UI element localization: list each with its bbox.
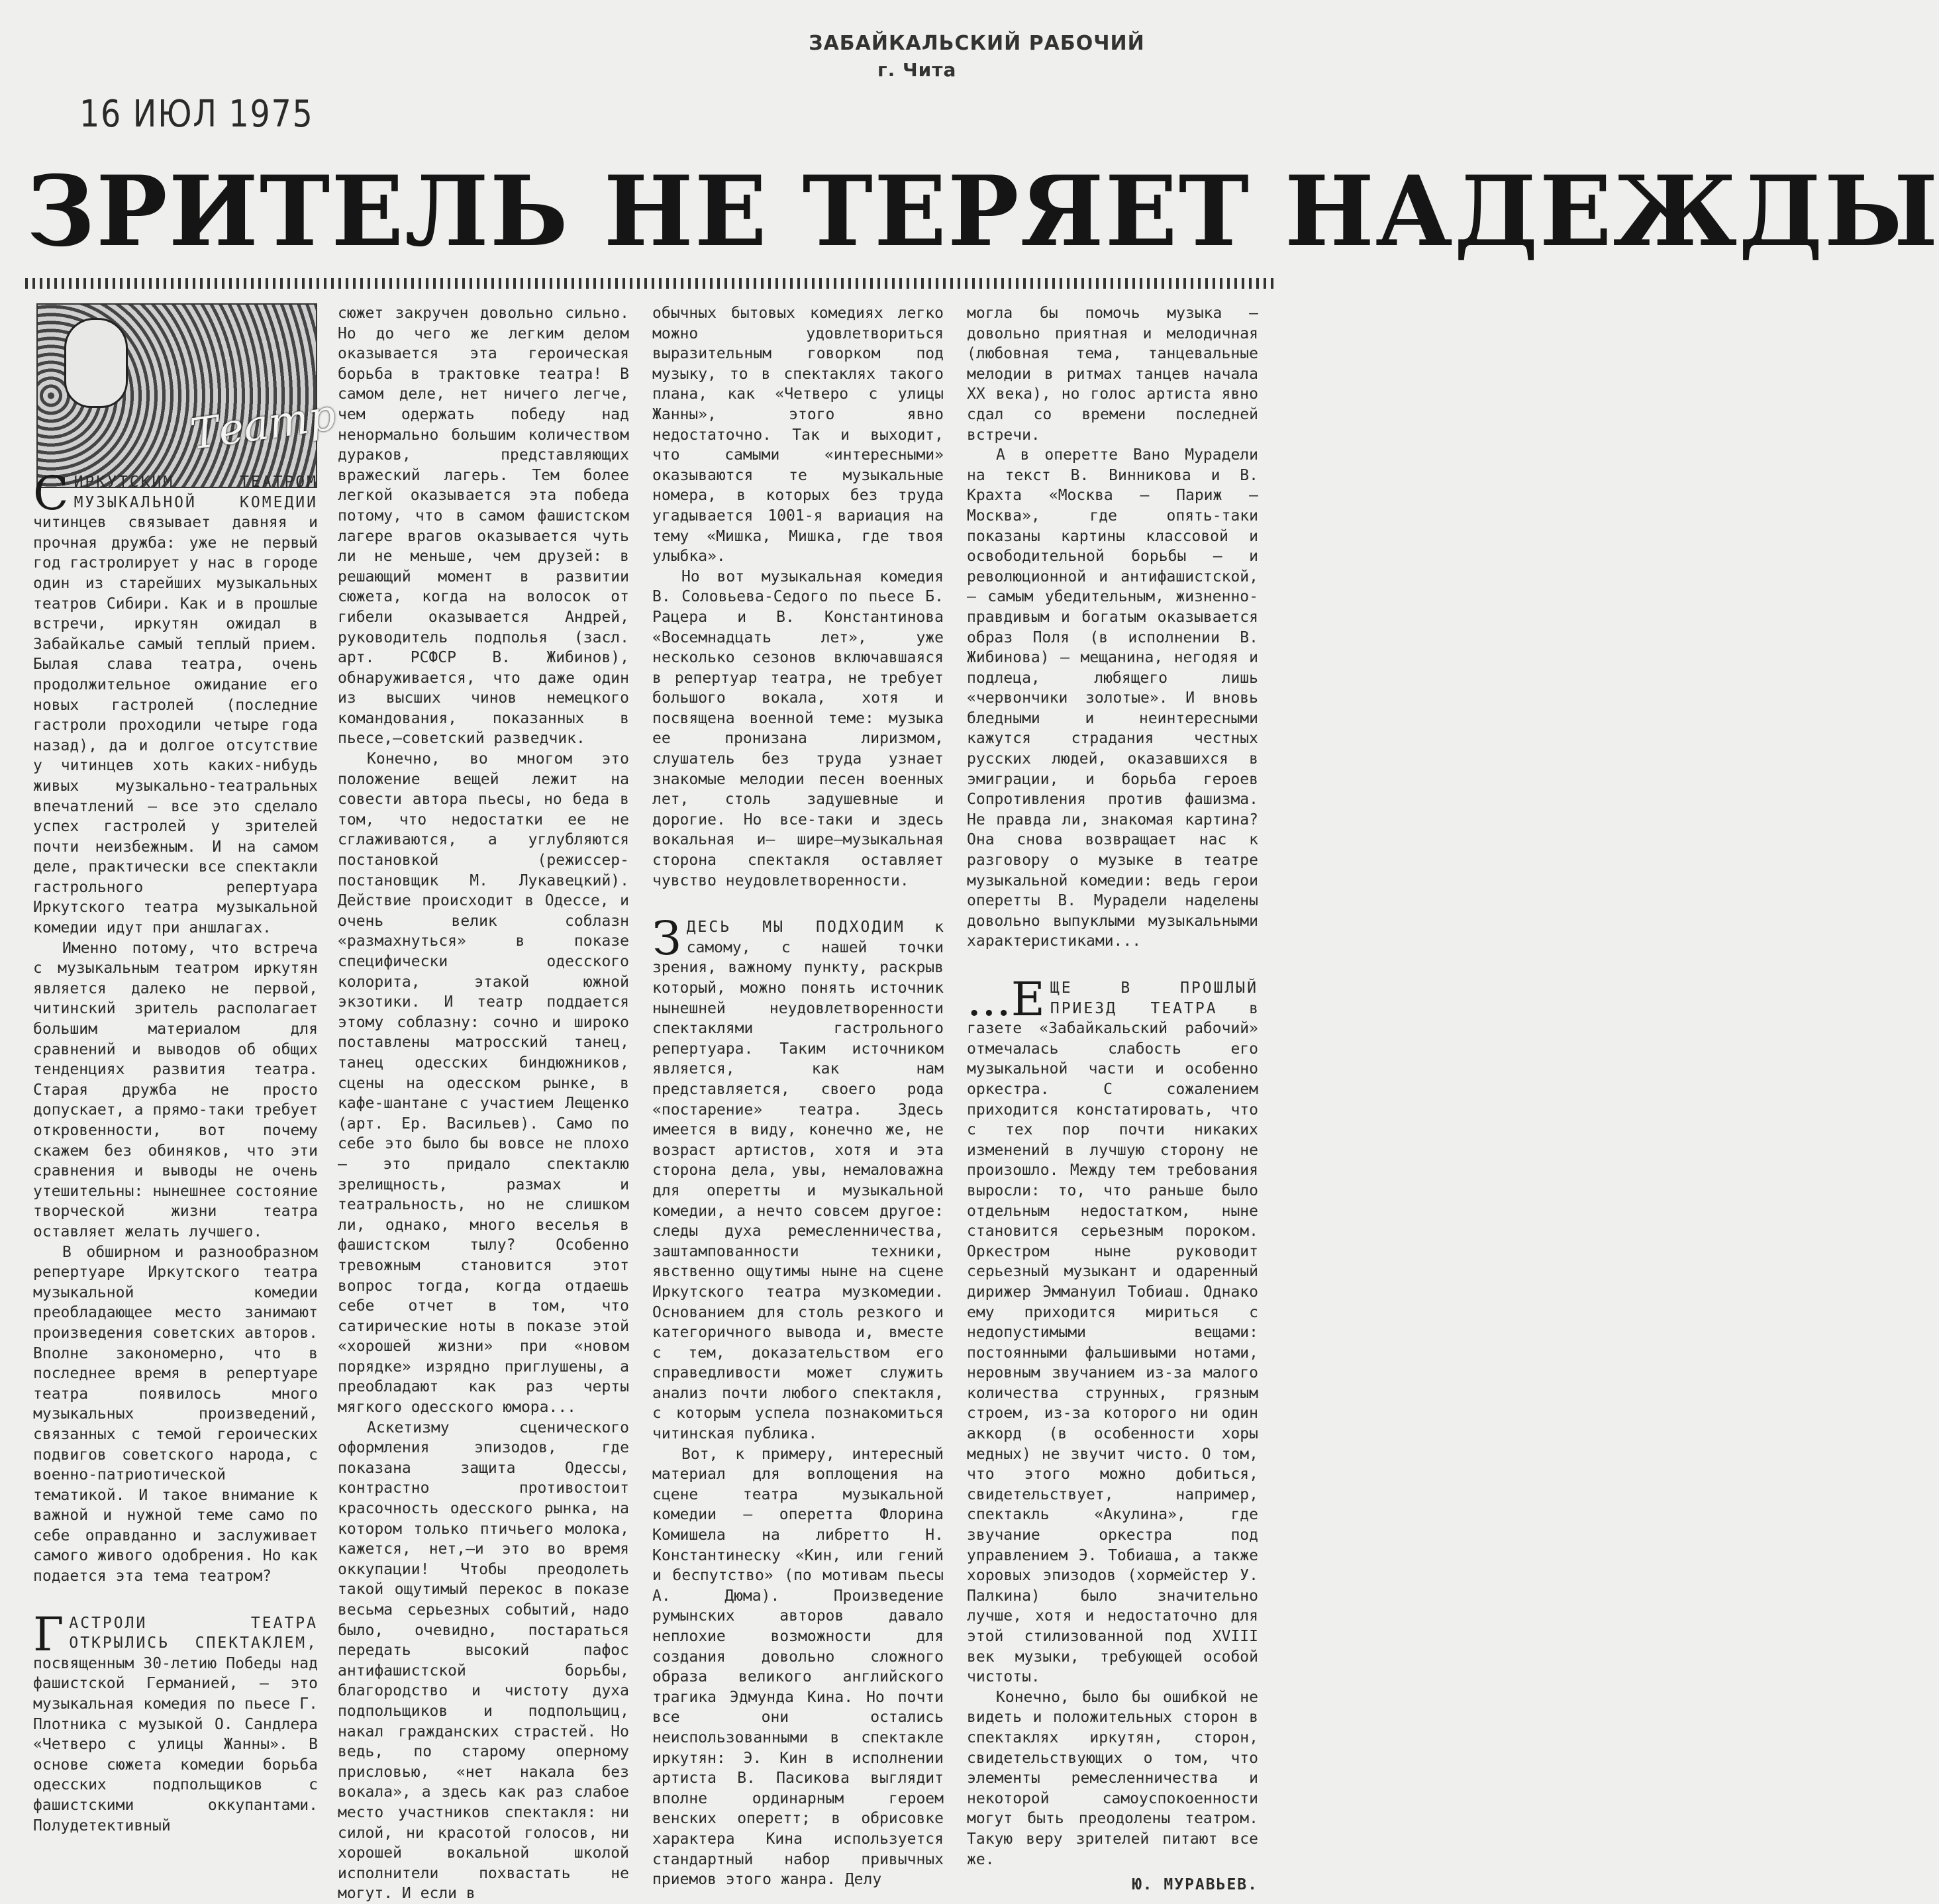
paragraph	[652, 911, 944, 1444]
paragraph-text: посвященным 30-летию Победы над фашистской Германией, — это музыкальная комедия по пьесе Г. Плотника с музыкой О. Сандлера «Четверо с улицы Жанны». В основе сюжета комедии борьба одесских подпольщиков с фашистскими оккупантами. Полудетективный	[33, 1654, 318, 1834]
lead-text: ЩЕ В ПРОШЛЫЙ ПРИЕЗД ТЕАТРА	[1050, 979, 1258, 1017]
paragraph-text: в газете «Забайкальский рабочий» отмечалась слабость его музыкальной части и особенно оркестра. С сожалением приходится констатировать, что с тех пор почти никаких изменений в лучшую сторону не произошло. Между тем требования выросли: то, что раньше было отдельным недостатком, ныне становится серьезным пороком. Оркестром ныне руководит серьезный музыкант и одаренный дирижер Эммануил Тобиаш. Однако ему приходится мириться с недопустимыми вещами: постоянными фальшивыми нотами, неровным звучанием из-за малого количества струнных, грязным строем, из-за которого ни один аккорд (в особенности хоры медных) не звучит чисто. О том, что этого можно добиться, свидетельствует, например, спектакль «Акулина», где звучание оркестра под управлением Э. Тобиаша, а также хоровых эпизодов (хормейстер У. Палкина) было значительно лучше, хотя и недостаточно для этой стилизованной под XVIII век музыки, требующей особой чистоты.	[967, 999, 1258, 1686]
newspaper-name: ЗАБАЙКАЛЬСКИЙ РАБОЧИЙ	[809, 32, 1145, 55]
lead-text: АСТРОЛИ ТЕАТРА ОТКРЫЛИСЬ СПЕКТАКЛЕМ,	[69, 1614, 318, 1652]
article-column-2	[338, 303, 629, 1903]
lead-text: ДЕСЬ МЫ ПОДХОДИМ	[686, 919, 905, 936]
article-column-1	[33, 303, 318, 1834]
paragraph: Вот, к примеру, интересный материал для воплощения на сцене театра музыкальной комедии — оперетта Флорина Комишела на либретто Н. Константинеску «Кин, или гений и беспутство» (по мотивам пьесы А. Дюма). Произведение румынских авторов давало неплохие возможности для создания довольно сложного образа великого английского трагика Эдмунда Кина. Но почти все они остались неиспользованными в спектакле иркутян: Э. Кин в исполнении артиста В. Пасикова выглядит вполне ординарным героем венских оперетт; в обрисовке характера Кина используется стандартный набор привычных приемов этого жанра. Делу	[652, 1445, 944, 1889]
paragraph: могла бы помочь музыка — довольно приятная и мелодичная (любовная тема, танцевальные мелодии в ритмах танцев начала XX века), но голос артиста явно сдал со времени последней встречи.	[967, 305, 1258, 444]
paragraph: В обширном и разнообразном репертуаре Иркутского театра музыкальной комедии преобладающее место занимают произведения советских авторов. Вполне закономерно, что в последнее время в репертуаре театра появилось много музыкальных произведений, связанных с темой героических подвигов советского народа, с военно-патриотической тематикой. И такое внимание к важной и нужной теме само по себе оправданно и заслуживает самого живого одобрения. Но как подается эта тема театром?	[33, 1243, 318, 1585]
paragraph: Но вот музыкальная комедия В. Соловьева-Седого по пьесе Б. Рацера и В. Константинова «Восемнадцать лет», уже несколько сезонов включавшаяся в репертуар театра, не требует большого вокала, хотя и посвящена военной теме: музыка ее пронизана лиризмом, слушатель без труда узнает знакомые мелодии песен военных лет, столь задушевные и дорогие. Но все-таки и здесь вокальная и— шире—музыкальная сторона спектакля оставляет чувство неудовлетворенности.	[652, 568, 944, 889]
author-signature: Ю. МУРАВЬЕВ.	[1132, 1876, 1258, 1894]
paragraph-text: читинцев связывает давняя и прочная дружба: уже не первый год гастролирует у нас в городе один из старейших музыкальных театров Сибири. Как и в прошлые встречи, иркутян ожидал в Забайкалье самый теплый прием. Былая слава театра, очень продолжительное ожидание его новых гастролей (последние гастроли проходили четыре года назад), да и долгое отсутствие у читинцев хоть каких-нибудь живых музыкально-театральных впечатлений — все это сделало успех гастролей у зрителей почти неизбежным. И на самом деле, практически все спектакли гастрольного репертуара Иркутского театра музыкальной комедии идут при аншлагах.	[33, 514, 318, 937]
lead-text: ИРКУТСКИМ ТЕАТРОМ МУЗЫКАЛЬНОЙ КОМЕДИИ	[74, 474, 318, 511]
rubric-label: Театр	[187, 391, 339, 460]
newspaper-city: г. Чита	[877, 59, 957, 81]
paragraph: Конечно, было бы ошибкой не видеть и положительных сторон в спектаклях иркутян, сторон, свидетельствующих о том, что элементы ремесленничества и некоторой самоуспокоенности могут быть преодолены театром. Такую веру зрителей питают все же.	[967, 1688, 1258, 1868]
paragraph: сюжет закручен довольно сильно. Но до чего же легким делом оказывается эта героическая борьба в трактовке театра! В самом деле, нет ничего легче, чем одержать победу над ненормально большим количеством дураков, представляющих вражеский лагерь. Тем более легкой оказывается эта победа потому, что в самом фашистском лагере врагов оказывается чуть ли не меньше, чем друзей: в решающий момент в развитии сюжета, когда на волосок от гибели оказывается Андрей, руководитель подполья (засл. арт. РСФСР В. Жибинов), обнаруживается, что даже один из высших чинов немецкого командования, показанных в пьесе,—советский разведчик.	[338, 305, 629, 748]
paragraph-text: к самому, с нашей точки зрения, важному пункту, раскрыв который, можно понять источник нынешней неудовлетворенности спектаклями гастрольного репертуара. Таким источником является, как нам представляется, своего рода «постарение» театра. Здесь имеется в виду, конечно же, не возраст артистов, хотя и эта сторона дела, увы, немаловажна для оперетты и музыкальной комедии, а нечто совсем другое: следы духа ремесленничества, заштампованности техники, явственно ощутимы ныне на сцене Иркутского театра музкомедии. Основанием для столь резкого и категоричного вывода и, вместе с тем, доказательством его справедливости может служить анализ почти любого спектакля, с которым успела познакомиться читинская публика.	[652, 919, 944, 1443]
paragraph: обычных бытовых комедиях легко можно удовлетвориться выразительным говорком под музыку, то в спектаклях такого плана, как «Четверо с улицы Жанны», этого явно недостаточно. Так и выходит, что самыми «интересными» оказываются те музыкальные номера, в которых без труда угадывается 1001-я вариация на тему «Мишка, Мишка, где твоя улыбка».	[652, 305, 944, 566]
drop-cap: Г	[33, 1607, 64, 1662]
decorative-divider	[25, 278, 1275, 289]
paragraph	[967, 972, 1258, 1687]
paragraph: А в оперетте Вано Мурадели на текст В. Винникова и В. Крахта «Москва — Париж — Москва», где опять-таки показаны картины классовой и освободительной борьбы — и революционной и антифашистской, — самым убедительным, жизненно-правдивым и богатым оказывается образ Поля (в исполнении В. Жибинова) — мещанина, негодяя и подлеца, любящего лишь «червончики золотые». И вновь бледными и неинтересными кажутся страдания честных русских людей, оказавшихся в эмиграции, и борьба героев Сопротивления против фашизма. Не правда ли, знакомая картина? Она снова возвращает нас к разговору о музыке в театре музыкальной комедии: ведь герои оперетты В. Мурадели наделены довольно выпуклыми музыкальными характеристиками...	[967, 446, 1258, 950]
paragraph: Аскетизму сценического оформления эпизодов, где показана защита Одессы, контрастно противостоит красочность одесского рынка, на котором только птичьего молока, кажется, нет,—и это во время оккупации! Чтобы преодолеть такой ощутимый перекос в показе весьма серьезных событий, надо было, очевидно, постараться передать высокий пафос антифашистской борьбы, благородство и чистоту духа подпольщиков и подпольщиц, накал гражданских страстей. Но ведь, по старому оперному присловью, «нет накала без вокала», а здесь как раз слабое место участников спектакля: ни силой, ни красотой голосов, ни хорошей вокальной школой исполнители похвастать не могут. И если в	[338, 1419, 629, 1903]
article-column-4	[967, 303, 1258, 1894]
page-title: ЗРИТЕЛЬ НЕ ТЕРЯЕТ НАДЕЖДЫ	[26, 155, 1939, 268]
paragraph: Конечно, во многом это положение вещей лежит на совести автора пьесы, но беда в том, что недостатки ее не сглаживаются, а углубляются постановкой (режиссер-постановщик М. Лукавецкий). Действие происходит в Одессе, и очень велик соблазн «размахнуться» в показе специфически одесского колорита, этакой южной экзотики. И театр поддается этому соблазну: сочно и широко поставлены матросский танец, танец одесских биндюжников, сцены на одесском рынке, в кафе-шантане с участием Лещенко (арт. Ер. Васильев). Само по себе это было бы вовсе не плохо — это придало спектаклю зрелищность, размах и театральность, но не слишком ли, однако, много веселья в фашистском тылу? Особенно тревожным становится этот вопрос тогда, когда отдаешь себе отчет в том, что сатирические ноты в показе этой «хорошей жизни» при «новом порядке» изрядно приглушены, а преобладают как раз черты мягкого одесского юмора...	[338, 750, 629, 1417]
drop-cap: ...Е	[967, 972, 1045, 1027]
newspaper-stamp	[805, 32, 1149, 81]
paragraph: Именно потому, что встреча с музыкальным театром иркутян является далеко не первой, читинский зритель располагает большим материалом для сравнений и выводов об общих тенденциях развития театра. Старая дружба не просто допускает, а прямо-таки требует откровенности, вот почему скажем без обиняков, что эти сравнения и выводы не очень утешительны: нынешнее состояние творческой жизни театра оставляет желать лучшего.	[33, 939, 318, 1240]
paragraph	[33, 466, 318, 938]
date-stamp: 16 ИЮЛ 1975	[79, 93, 314, 136]
drop-cap: З	[652, 911, 681, 966]
article-column-3	[652, 303, 944, 1889]
paragraph	[33, 1607, 318, 1836]
drop-cap: С	[33, 466, 69, 521]
